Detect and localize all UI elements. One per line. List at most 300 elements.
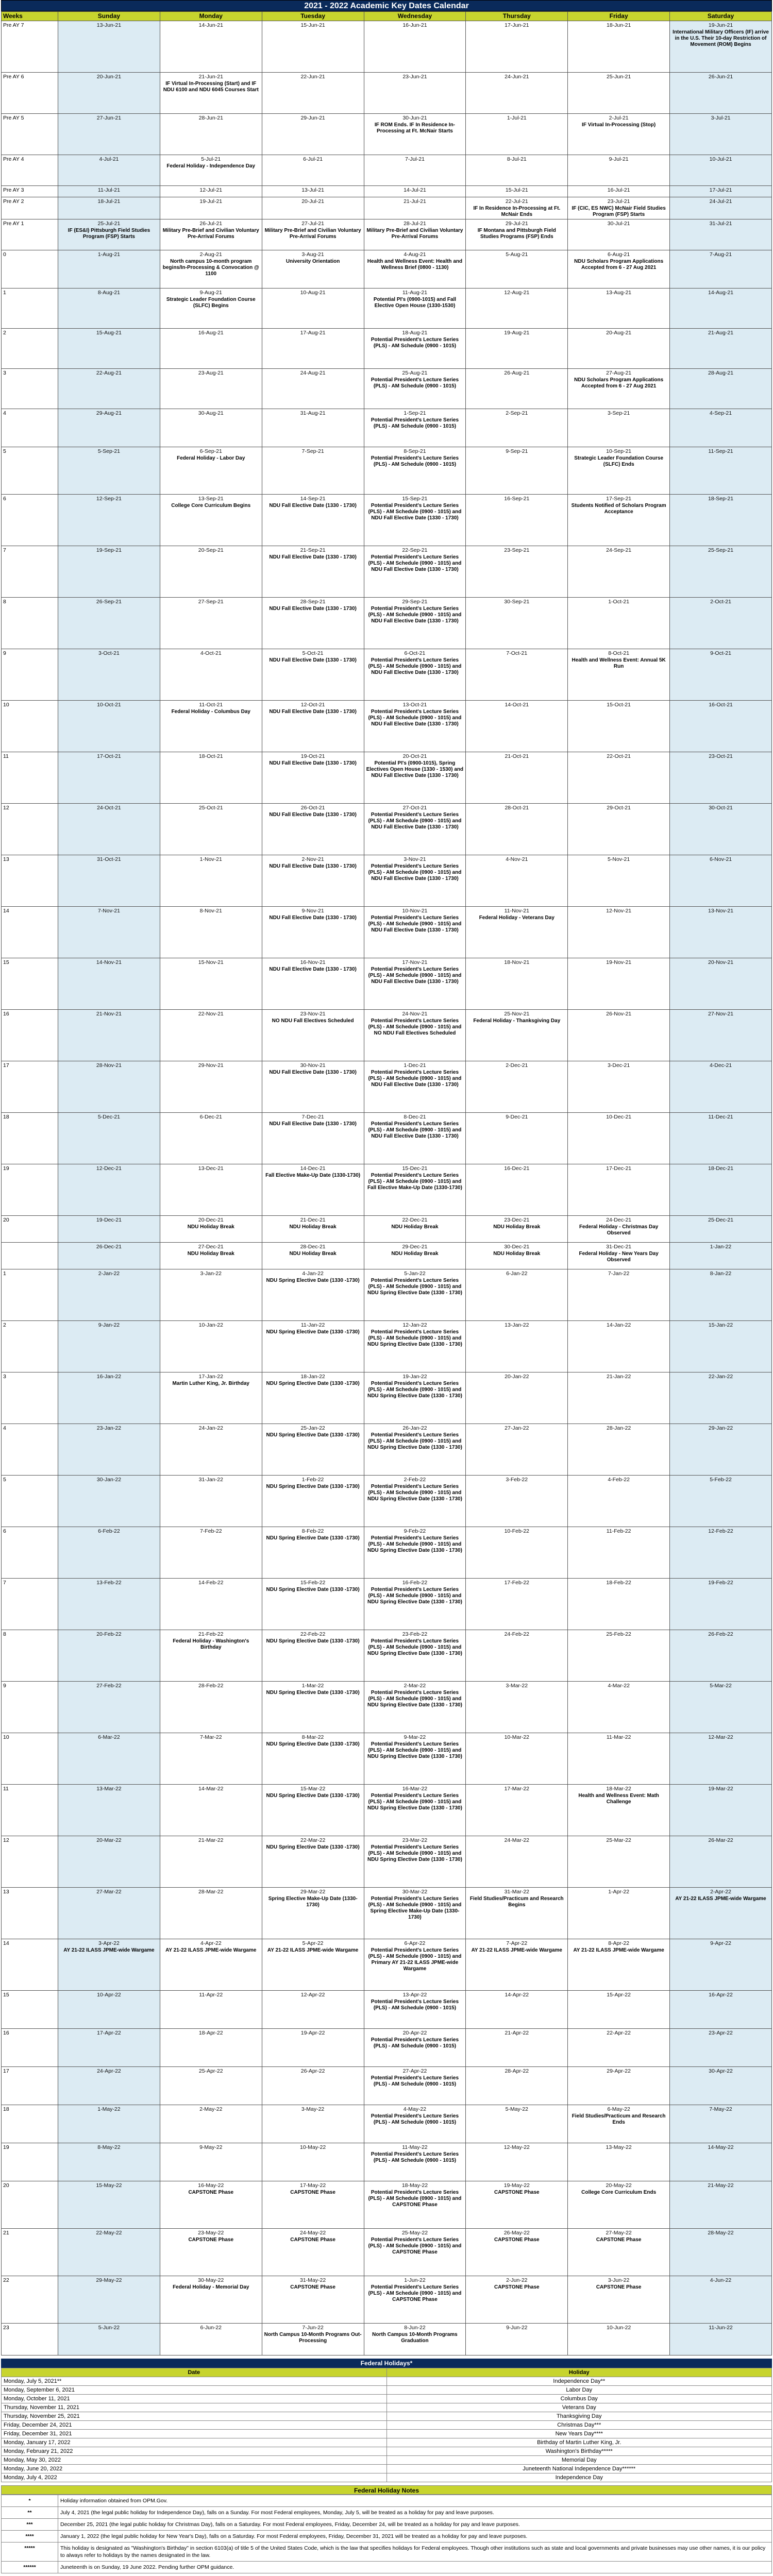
day-cell-friday (568, 1321, 670, 1372)
day-cell-saturday (670, 1010, 772, 1061)
day-date: 31-Jan-22 (198, 1477, 223, 1483)
day-date: 7-Oct-21 (506, 650, 528, 656)
day-cell-wednesday (364, 289, 466, 329)
day-cell-thursday (466, 1476, 568, 1527)
day-date: 24-Aug-21 (300, 370, 326, 376)
day-date: 15-Feb-22 (300, 1580, 326, 1586)
day-date: 14-Mar-22 (198, 1786, 224, 1792)
day-cell-tuesday (262, 2143, 364, 2181)
day-cell-thursday (466, 2324, 568, 2355)
holiday-note-row (2, 2507, 772, 2519)
week-label: 18 (2, 1113, 58, 1164)
day-date: 17-Dec-21 (606, 1165, 632, 1172)
federal-holiday-name: Birthday of Martin Luther King, Jr. (386, 2438, 772, 2447)
day-date: 5-Oct-21 (302, 650, 324, 656)
day-date: 18-Jun-21 (607, 22, 631, 28)
day-cell-wednesday (364, 958, 466, 1010)
day-date: 22-Jan-22 (708, 1374, 733, 1380)
day-cell-sunday (58, 1113, 160, 1164)
day-cell-monday (160, 186, 262, 197)
federal-holiday-date: Monday, September 6, 2021 (2, 2386, 387, 2395)
week-row (2, 1785, 772, 1836)
day-cell-wednesday (364, 1164, 466, 1216)
day-event: NDU Spring Elective Date (1330 -1730) (266, 1638, 360, 1644)
day-cell-saturday (670, 155, 772, 186)
federal-holiday-date: Thursday, November 25, 2021 (2, 2412, 387, 2421)
week-row (2, 2067, 772, 2105)
federal-holiday-name: Memorial Day (386, 2456, 772, 2465)
day-date: 23-Jan-22 (96, 1425, 122, 1431)
day-date: 20-Nov-21 (708, 959, 734, 965)
week-row (2, 958, 772, 1010)
day-cell-sunday (58, 1321, 160, 1372)
day-date: 12-May-22 (503, 2144, 530, 2150)
day-date: 7-Sep-21 (301, 448, 324, 454)
day-date: 24-Nov-21 (402, 1011, 428, 1017)
week-label: 13 (2, 1888, 58, 1939)
day-cell-saturday (670, 369, 772, 409)
day-cell-tuesday (262, 1164, 364, 1216)
day-date: 19-Mar-22 (708, 1786, 733, 1792)
day-event: Potential President's Lecture Series (PLS) - AM Schedule (0900 - 1015) (371, 2113, 459, 2125)
holiday-note-symbol: *** (2, 2519, 58, 2531)
day-cell-monday (160, 907, 262, 958)
holiday-note-row (2, 2495, 772, 2507)
day-date: 19-Nov-21 (606, 959, 632, 965)
day-date: 23-Jul-21 (607, 198, 630, 205)
day-cell-monday (160, 2067, 262, 2105)
day-cell-friday (568, 1476, 670, 1527)
day-event: Potential President's Lecture Series (PLS) - AM Schedule (0900 - 1015) and NDU Spring Elective Date (1330 - 1730) (367, 1844, 462, 1862)
day-event: NDU Fall Elective Date (1330 - 1730) (269, 606, 357, 612)
day-cell-sunday (58, 1424, 160, 1476)
federal-header-holiday: Holiday (386, 2368, 772, 2377)
day-date: 12-Jul-21 (199, 187, 223, 193)
day-event: Potential President's Lecture Series (PLS) - AM Schedule (0900 - 1015) (371, 417, 459, 429)
day-date: 17-Sep-21 (606, 496, 632, 502)
week-label: 1 (2, 289, 58, 329)
day-cell-monday (160, 1888, 262, 1939)
day-date: 15-May-22 (96, 2182, 122, 2189)
day-event: NDU Fall Elective Date (1330 - 1730) (269, 554, 357, 560)
day-cell-sunday (58, 2067, 160, 2105)
day-event: CAPSTONE Phase (494, 2284, 540, 2290)
day-date: 29-Oct-21 (607, 805, 631, 811)
week-row (2, 1630, 772, 1682)
day-cell-friday (568, 2029, 670, 2067)
day-cell-wednesday (364, 2143, 466, 2181)
day-cell-friday (568, 1733, 670, 1785)
federal-holidays-body (2, 2377, 772, 2482)
day-date: 27-Dec-21 (198, 1244, 224, 1250)
day-date: 6-Aug-21 (608, 251, 630, 258)
day-date: 28-Sep-21 (300, 599, 326, 605)
week-row (2, 1579, 772, 1630)
day-date: 9-Nov-21 (301, 908, 324, 914)
day-cell-thursday (466, 1939, 568, 1991)
federal-holiday-row (2, 2403, 772, 2412)
day-date: 29-Jan-22 (708, 1425, 733, 1431)
day-cell-tuesday (262, 409, 364, 447)
federal-holiday-date: Friday, December 24, 2021 (2, 2421, 387, 2430)
day-date: 18-Jul-21 (97, 198, 121, 205)
day-cell-tuesday (262, 1269, 364, 1321)
day-cell-saturday (670, 1682, 772, 1733)
day-cell-monday (160, 1939, 262, 1991)
day-date: 28-May-22 (708, 2230, 734, 2236)
day-date: 1-Feb-22 (301, 1477, 324, 1483)
day-event: IF In Residence In-Processing at Ft. McNair Ends (473, 206, 561, 217)
week-row (2, 197, 772, 219)
day-event: NDU Fall Elective Date (1330 - 1730) (269, 760, 357, 766)
day-event: Martin Luther King, Jr. Birthday (172, 1381, 249, 1386)
day-date: 23-Aug-21 (198, 370, 224, 376)
day-date: 1-Oct-21 (608, 599, 630, 605)
week-row (2, 2324, 772, 2355)
week-label: 10 (2, 701, 58, 752)
day-cell-tuesday (262, 21, 364, 73)
day-cell-saturday (670, 804, 772, 855)
day-cell-wednesday (364, 1630, 466, 1682)
day-date: 15-Apr-22 (607, 1992, 631, 1998)
day-cell-thursday (466, 21, 568, 73)
day-cell-tuesday (262, 1579, 364, 1630)
day-cell-thursday (466, 701, 568, 752)
day-date: 5-Nov-21 (608, 856, 630, 862)
day-cell-wednesday (364, 701, 466, 752)
day-date: 22-May-22 (96, 2230, 122, 2236)
day-cell-sunday (58, 186, 160, 197)
day-cell-friday (568, 1579, 670, 1630)
day-cell-sunday (58, 2324, 160, 2355)
day-event: Potential PI's (0900-1015) and Fall Elective Open House (1330-1530) (373, 297, 457, 309)
day-cell-sunday (58, 1269, 160, 1321)
day-cell-friday (568, 114, 670, 155)
day-cell-monday (160, 1243, 262, 1269)
day-cell-monday (160, 329, 262, 369)
day-date: 10-Dec-21 (606, 1114, 632, 1120)
week-row (2, 186, 772, 197)
day-event: Federal Holiday - Veterans Day (479, 915, 554, 921)
federal-holiday-date: Monday, May 30, 2022 (2, 2456, 387, 2465)
day-cell-monday (160, 1579, 262, 1630)
week-row (2, 701, 772, 752)
day-date: 16-Apr-22 (709, 1992, 733, 1998)
day-cell-tuesday (262, 752, 364, 804)
day-cell-tuesday (262, 855, 364, 907)
day-cell-friday (568, 1164, 670, 1216)
day-cell-thursday (466, 1216, 568, 1243)
day-cell-tuesday (262, 1061, 364, 1113)
day-date: 31-Jul-21 (709, 221, 732, 227)
week-row (2, 73, 772, 114)
day-date: 23-Oct-21 (709, 753, 733, 759)
day-cell-sunday (58, 21, 160, 73)
week-row (2, 1527, 772, 1579)
day-cell-monday (160, 2029, 262, 2067)
day-cell-wednesday (364, 855, 466, 907)
day-date: 28-Apr-22 (505, 2068, 529, 2074)
day-cell-saturday (670, 1527, 772, 1579)
day-event: NDU Fall Elective Date (1330 - 1730) (269, 915, 357, 921)
week-row (2, 1836, 772, 1888)
day-date: 24-Dec-21 (606, 1217, 632, 1223)
day-date: 19-Jul-21 (199, 198, 223, 205)
day-date: 26-Jul-21 (199, 221, 223, 227)
day-date: 3-Feb-22 (506, 1477, 528, 1483)
day-date: 27-Sep-21 (198, 599, 224, 605)
week-label: 7 (2, 546, 58, 598)
day-date: 2-May-22 (199, 2106, 223, 2112)
day-cell-sunday (58, 289, 160, 329)
day-date: 31-Mar-22 (504, 1889, 530, 1895)
day-event: NDU Scholars Program Applications Accepted from 6 - 27 Aug 2021 (574, 377, 664, 389)
day-date: 20-Jul-21 (301, 198, 324, 205)
week-row (2, 155, 772, 186)
day-date: 26-Jun-21 (708, 74, 733, 80)
day-cell-tuesday (262, 73, 364, 114)
week-label: 17 (2, 2067, 58, 2105)
day-cell-saturday (670, 114, 772, 155)
day-cell-thursday (466, 329, 568, 369)
day-date: 13-Dec-21 (198, 1165, 224, 1172)
day-cell-thursday (466, 289, 568, 329)
day-date: 30-Oct-21 (709, 805, 733, 811)
week-label: 16 (2, 1010, 58, 1061)
day-cell-saturday (670, 598, 772, 649)
week-label: 11 (2, 1785, 58, 1836)
day-date: 19-Aug-21 (504, 330, 530, 336)
day-cell-friday (568, 1888, 670, 1939)
day-cell-tuesday (262, 1836, 364, 1888)
day-date: 8-Sep-21 (404, 448, 426, 454)
day-date: 17-Oct-21 (97, 753, 121, 759)
day-date: 12-Mar-22 (708, 1734, 733, 1740)
day-cell-wednesday (364, 1372, 466, 1424)
week-label: 13 (2, 855, 58, 907)
day-cell-friday (568, 598, 670, 649)
day-cell-wednesday (364, 1243, 466, 1269)
day-cell-friday (568, 1785, 670, 1836)
week-row (2, 752, 772, 804)
week-label: 15 (2, 958, 58, 1010)
day-date: 4-Feb-22 (608, 1477, 630, 1483)
day-date: 17-Jun-21 (505, 22, 529, 28)
day-event: AY 21-22 ILASS JPME-wide Wargame (573, 1947, 664, 1953)
header-friday: Friday (568, 12, 670, 21)
day-date: 28-Jun-21 (198, 115, 223, 121)
day-cell-tuesday (262, 2276, 364, 2324)
day-date: 2-Dec-21 (506, 1062, 528, 1069)
day-event: Potential President's Lecture Series (PLS) - AM Schedule (0900 - 1015) and NDU Fall Elective Date (1330 - 1730) (368, 606, 462, 624)
day-cell-wednesday (364, 447, 466, 495)
day-date: 16-Mar-22 (402, 1786, 428, 1792)
day-cell-monday (160, 1113, 262, 1164)
day-event: Federal Holiday - Labor Day (177, 455, 245, 461)
week-label: 6 (2, 1527, 58, 1579)
day-event: IF (ES&I) Pittsburgh Field Studies Program (FSP) Starts (68, 228, 150, 240)
day-cell-thursday (466, 1164, 568, 1216)
day-cell-friday (568, 495, 670, 546)
day-cell-thursday (466, 1991, 568, 2029)
day-date: 8-Apr-22 (608, 1940, 630, 1946)
day-cell-thursday (466, 73, 568, 114)
day-date: 3-Aug-21 (301, 251, 324, 258)
week-row (2, 250, 772, 289)
week-label: 8 (2, 598, 58, 649)
day-date: 26-Apr-22 (300, 2068, 325, 2074)
day-cell-saturday (670, 250, 772, 289)
day-cell-wednesday (364, 73, 466, 114)
week-label: Pre AY 2 (2, 197, 58, 219)
day-cell-sunday (58, 495, 160, 546)
calendar-body (2, 21, 772, 2355)
federal-holiday-date: Monday, July 5, 2021** (2, 2377, 387, 2386)
day-cell-saturday (670, 1164, 772, 1216)
day-date: 14-Oct-21 (505, 702, 529, 708)
day-cell-monday (160, 1010, 262, 1061)
day-cell-wednesday (364, 1733, 466, 1785)
day-cell-saturday (670, 1888, 772, 1939)
day-date: 30-Jun-21 (402, 115, 427, 121)
day-date: 24-Jan-22 (198, 1425, 223, 1431)
day-cell-saturday (670, 1836, 772, 1888)
day-date: 12-Aug-21 (504, 290, 530, 296)
day-cell-wednesday (364, 2067, 466, 2105)
day-date: 28-Aug-21 (708, 370, 734, 376)
day-date: 2-Apr-22 (710, 1889, 731, 1895)
day-cell-thursday (466, 1836, 568, 1888)
day-cell-monday (160, 289, 262, 329)
day-date: 9-Oct-21 (710, 650, 731, 656)
day-date: 27-May-22 (606, 2230, 632, 2236)
day-date: 15-Sep-21 (402, 496, 428, 502)
day-cell-tuesday (262, 186, 364, 197)
day-event: Federal Holiday - Memorial Day (173, 2284, 249, 2290)
day-event: Potential President's Lecture Series (PLS) - AM Schedule (0900 - 1015) and NDU Spring Elective Date (1330 - 1730) (367, 1432, 462, 1450)
day-date: 1-Mar-22 (301, 1683, 324, 1689)
week-row (2, 1888, 772, 1939)
day-date: 11-Sep-21 (708, 448, 733, 454)
day-cell-thursday (466, 1061, 568, 1113)
day-cell-friday (568, 1243, 670, 1269)
day-event: Potential President's Lecture Series (PLS) - AM Schedule (0900 - 1015) and NDU Fall Elective Date (1330 - 1730) (368, 863, 462, 882)
holiday-note-row (2, 2543, 772, 2562)
day-date: 22-Nov-21 (198, 1011, 224, 1017)
day-cell-wednesday (364, 1424, 466, 1476)
header-thursday: Thursday (466, 12, 568, 21)
week-label: 20 (2, 1216, 58, 1243)
day-date: 20-Sep-21 (198, 547, 224, 553)
day-cell-thursday (466, 155, 568, 186)
day-date: 24-Jun-21 (505, 74, 529, 80)
day-cell-monday (160, 73, 262, 114)
day-event: IF (CIC, ES NWC) McNair Field Studies Program (FSP) Starts (572, 206, 666, 217)
day-date: 18-Nov-21 (504, 959, 530, 965)
day-cell-friday (568, 2229, 670, 2276)
day-date: 22-Feb-22 (300, 1631, 326, 1637)
day-cell-monday (160, 219, 262, 250)
week-label: 5 (2, 1476, 58, 1527)
day-event: NDU Spring Elective Date (1330 -1730) (266, 1484, 360, 1489)
week-label: 6 (2, 495, 58, 546)
day-date: 28-Mar-22 (198, 1889, 224, 1895)
day-cell-sunday (58, 907, 160, 958)
week-row (2, 1113, 772, 1164)
day-cell-thursday (466, 958, 568, 1010)
day-cell-monday (160, 546, 262, 598)
day-cell-wednesday (364, 649, 466, 701)
federal-header-date: Date (2, 2368, 387, 2377)
day-event: NDU Holiday Break (493, 1224, 541, 1230)
day-date: 25-Sep-21 (708, 547, 734, 553)
week-row (2, 855, 772, 907)
day-date: 22-Sep-21 (402, 547, 428, 553)
day-date: 23-Feb-22 (402, 1631, 428, 1637)
day-date: 21-Jul-21 (404, 198, 426, 205)
day-cell-sunday (58, 1785, 160, 1836)
federal-holiday-name: Juneteenth National Independence Day****** (386, 2465, 772, 2473)
day-cell-sunday (58, 1836, 160, 1888)
day-cell-thursday (466, 2143, 568, 2181)
day-cell-monday (160, 1630, 262, 1682)
day-cell-wednesday (364, 186, 466, 197)
day-event: Potential President's Lecture Series (PLS) - AM Schedule (0900 - 1015) and Fall Elective Make-Up Date (1330-1730) (367, 1173, 462, 1191)
day-cell-friday (568, 2105, 670, 2143)
day-cell-thursday (466, 1269, 568, 1321)
day-date: 10-Sep-21 (606, 448, 632, 454)
day-date: 9-Jan-22 (98, 1322, 120, 1328)
federal-holiday-name: Washington's Birthday***** (386, 2447, 772, 2456)
day-cell-thursday (466, 855, 568, 907)
day-date: 19-Dec-21 (96, 1217, 122, 1223)
day-cell-monday (160, 495, 262, 546)
calendar-header-row (2, 12, 772, 21)
day-cell-wednesday (364, 804, 466, 855)
week-label: 1 (2, 1269, 58, 1321)
day-date: 17-Feb-22 (504, 1580, 530, 1586)
day-date: 19-Apr-22 (300, 2030, 325, 2036)
day-date: 23-Nov-21 (300, 1011, 326, 1017)
day-cell-saturday (670, 409, 772, 447)
day-cell-sunday (58, 855, 160, 907)
week-row (2, 2276, 772, 2324)
day-cell-tuesday (262, 2105, 364, 2143)
day-date: 21-Sep-21 (300, 547, 326, 553)
day-date: 30-Jul-21 (607, 221, 630, 227)
day-cell-friday (568, 186, 670, 197)
day-date: 29-Mar-22 (300, 1889, 326, 1895)
day-cell-tuesday (262, 598, 364, 649)
day-date: 6-Nov-21 (709, 856, 732, 862)
day-cell-tuesday (262, 219, 364, 250)
week-label: 19 (2, 1164, 58, 1216)
day-cell-wednesday (364, 2276, 466, 2324)
day-cell-saturday (670, 1424, 772, 1476)
day-cell-wednesday (364, 409, 466, 447)
day-cell-wednesday (364, 1939, 466, 1991)
day-cell-wednesday (364, 752, 466, 804)
day-cell-thursday (466, 1243, 568, 1269)
day-date: 18-Jan-22 (300, 1374, 325, 1380)
day-date: 26-Sep-21 (96, 599, 122, 605)
week-label: 3 (2, 1372, 58, 1424)
header-sunday: Sunday (58, 12, 160, 21)
day-cell-friday (568, 1630, 670, 1682)
day-date: 10-Feb-22 (504, 1528, 530, 1534)
day-event: IF Montana and Pittsburgh Field Studies Programs (FSP) Ends (477, 228, 556, 240)
day-date: 22-Jul-21 (505, 198, 528, 205)
